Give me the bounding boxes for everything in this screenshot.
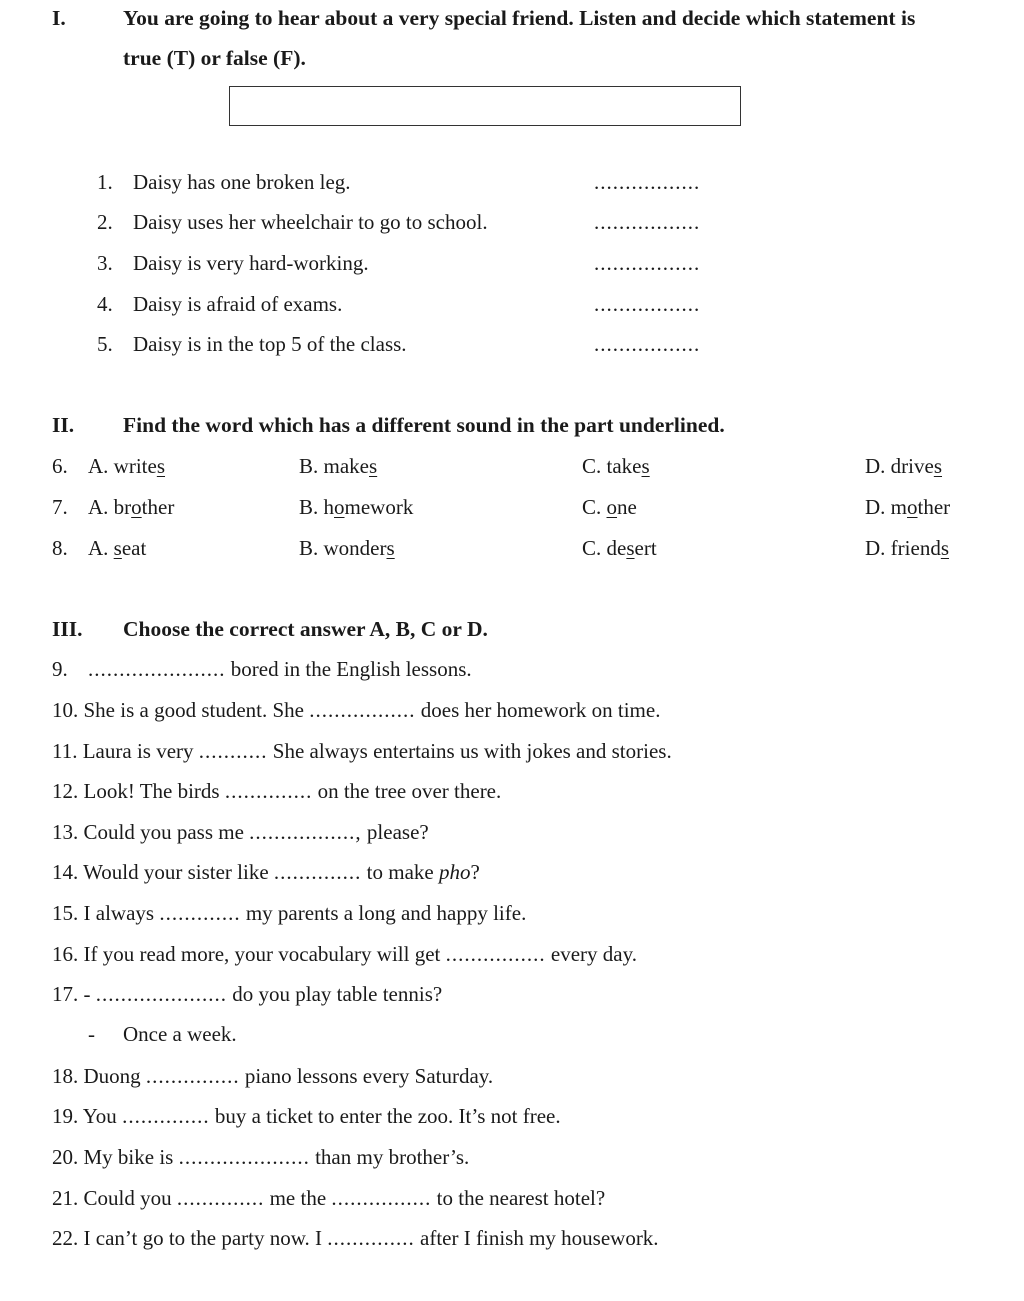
q9-blank[interactable]: ...................... bbox=[88, 657, 226, 681]
q8-number: 8. bbox=[52, 536, 68, 560]
q22-sentence: 22. I can’t go to the party now. I .............. after I finish my housework. bbox=[52, 1226, 659, 1250]
q19-sentence: 19. You .............. buy a ticket to enter the zoo. It’s not free. bbox=[52, 1104, 561, 1128]
q8-option-a[interactable]: A. seat bbox=[88, 536, 147, 560]
section-2-numeral: II. bbox=[52, 413, 75, 437]
q11-sentence: 11. Laura is very ........... She always entertains us with jokes and stories. bbox=[52, 739, 672, 763]
q19-blank[interactable]: .............. bbox=[122, 1104, 210, 1128]
tf-item-4-text: Daisy is afraid of exams. bbox=[133, 292, 343, 316]
q10-blank[interactable]: ................. bbox=[309, 698, 416, 722]
q7-option-a[interactable]: A. brother bbox=[88, 495, 175, 519]
tf-item-5-text: Daisy is in the top 5 of the class. bbox=[133, 332, 407, 356]
tf-item-3-number: 3. bbox=[97, 251, 113, 275]
tf-item-5-number: 5. bbox=[97, 332, 113, 356]
q9-number: 9. bbox=[52, 657, 68, 681]
q14-sentence: 14. Would your sister like .............. to make pho? bbox=[52, 860, 480, 884]
q6-option-d[interactable]: D. drives bbox=[865, 454, 943, 478]
tf-item-1-blank[interactable]: ................. bbox=[594, 170, 701, 194]
q10-sentence: 10. She is a good student. She ................. does her homework on time. bbox=[52, 698, 661, 722]
tf-item-5-blank[interactable]: ................. bbox=[594, 332, 701, 356]
tf-item-3-text: Daisy is very hard-working. bbox=[133, 251, 369, 275]
tf-item-1-number: 1. bbox=[97, 170, 113, 194]
q20-sentence: 20. My bike is ..................... than my brother’s. bbox=[52, 1145, 470, 1169]
q15-blank[interactable]: ............. bbox=[159, 901, 241, 925]
q12-blank[interactable]: .............. bbox=[224, 779, 313, 803]
q20-blank[interactable]: ..................... bbox=[178, 1145, 310, 1169]
q6-option-b[interactable]: B. makes bbox=[299, 454, 378, 478]
q17-sentence: 17. - ..................... do you play table tennis? bbox=[52, 982, 443, 1006]
q21-sentence: 21. Could you .............. me the ................ to the nearest hotel? bbox=[52, 1186, 606, 1210]
q7-number: 7. bbox=[52, 495, 68, 519]
q7-option-c[interactable]: C. one bbox=[582, 495, 637, 519]
q8-option-d[interactable]: D. friends bbox=[865, 536, 950, 560]
section-2-instruction: Find the word which has a different sound in the part underlined. bbox=[123, 413, 725, 437]
q15-sentence: 15. I always ............. my parents a long and happy life. bbox=[52, 901, 527, 925]
section-3-numeral: III. bbox=[52, 617, 83, 641]
q13-sentence: 13. Could you pass me ................., please? bbox=[52, 820, 429, 844]
tf-item-3-blank[interactable]: ................. bbox=[594, 251, 701, 275]
q11-blank[interactable]: ........... bbox=[198, 739, 268, 763]
tf-item-2-number: 2. bbox=[97, 210, 113, 234]
answer-box[interactable] bbox=[229, 86, 741, 126]
q9-sentence: ...................... bored in the English lessons. bbox=[88, 657, 472, 681]
q14-blank[interactable]: .............. bbox=[273, 860, 362, 884]
q18-sentence: 18. Duong ............... piano lessons every Saturday. bbox=[52, 1064, 494, 1088]
q8-option-b[interactable]: B. wonders bbox=[299, 536, 395, 560]
q6-option-a[interactable]: A. writes bbox=[88, 454, 166, 478]
q7-option-b[interactable]: B. homework bbox=[299, 495, 414, 519]
q22-blank[interactable]: .............. bbox=[327, 1226, 415, 1250]
q12-sentence: 12. Look! The birds .............. on the tree over there. bbox=[52, 779, 502, 803]
q16-blank[interactable]: ................ bbox=[445, 942, 546, 966]
q17-blank[interactable]: ..................... bbox=[95, 982, 227, 1006]
section-1-numeral: I. bbox=[52, 6, 66, 30]
q17-reply-dash: - bbox=[88, 1022, 95, 1046]
section-1-instruction: You are going to hear about a very special friend. Listen and decide which statement is bbox=[123, 6, 916, 30]
section-3-instruction: Choose the correct answer A, B, C or D. bbox=[123, 617, 488, 641]
q17-reply: Once a week. bbox=[123, 1022, 237, 1046]
tf-item-4-number: 4. bbox=[97, 292, 113, 316]
section-1-instruction-cont: true (T) or false (F). bbox=[123, 46, 306, 70]
q21-blank-2[interactable]: ................ bbox=[331, 1186, 432, 1210]
q8-option-c[interactable]: C. desert bbox=[582, 536, 657, 560]
q6-option-c[interactable]: C. takes bbox=[582, 454, 650, 478]
tf-item-2-text: Daisy uses her wheelchair to go to school. bbox=[133, 210, 488, 234]
q18-blank[interactable]: ............... bbox=[145, 1064, 240, 1088]
tf-item-2-blank[interactable]: ................. bbox=[594, 210, 701, 234]
q16-sentence: 16. If you read more, your vocabulary will get ................ every day. bbox=[52, 942, 637, 966]
tf-item-1-text: Daisy has one broken leg. bbox=[133, 170, 351, 194]
tf-item-4-blank[interactable]: ................. bbox=[594, 292, 701, 316]
q7-option-d[interactable]: D. mother bbox=[865, 495, 951, 519]
q13-blank[interactable]: ................., bbox=[249, 820, 362, 844]
q21-blank-1[interactable]: .............. bbox=[176, 1186, 265, 1210]
q6-number: 6. bbox=[52, 454, 68, 478]
